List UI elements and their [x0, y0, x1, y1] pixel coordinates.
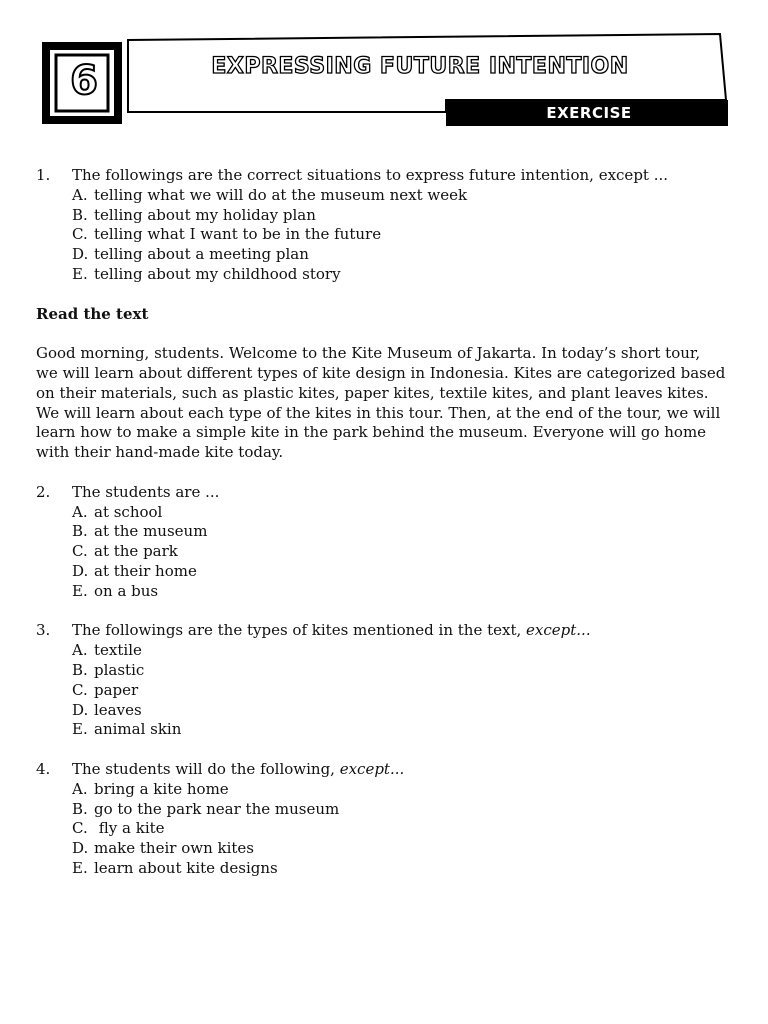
section-label: EXERCISE — [546, 104, 632, 122]
option-c: C. paper — [72, 680, 139, 699]
answer-options — [36, 641, 726, 740]
question-number: 4. — [36, 759, 51, 778]
question-1 — [36, 166, 726, 285]
answer-options — [36, 503, 726, 602]
option-b: B. at the museum — [72, 522, 208, 541]
option-d: D. telling about a meeting plan — [72, 245, 309, 264]
question-3 — [36, 621, 726, 740]
option-d: D. at their home — [72, 561, 197, 580]
answer-options — [36, 186, 726, 285]
question-text: The students will do the following, except... — [72, 759, 405, 778]
question-text: The followings are the correct situations to express future intention, except ... — [72, 166, 669, 184]
option-e: E. learn about kite designs — [72, 858, 278, 877]
option-c: C. fly a kite — [72, 819, 165, 838]
question-2 — [36, 483, 726, 602]
option-c: C. at the park — [72, 542, 178, 561]
option-a: A. at school — [72, 502, 163, 521]
option-e: E. telling about my childhood story — [72, 264, 341, 283]
reading-heading: Read the text — [36, 304, 149, 323]
option-e: E. on a bus — [72, 581, 159, 600]
question-text: The followings are the types of kites mentioned in the text, except... — [72, 621, 591, 640]
exercise-content — [36, 166, 726, 898]
question-4 — [36, 760, 726, 879]
option-b: B. telling about my holiday plan — [72, 205, 316, 224]
question-number: 3. — [36, 621, 51, 640]
option-e: E. animal skin — [72, 720, 182, 739]
answer-options — [36, 780, 726, 879]
question-text: The students are ... — [72, 482, 220, 501]
chapter-number: 6 — [70, 58, 98, 104]
option-b: B. plastic — [72, 660, 145, 679]
option-d: D. make their own kites — [72, 839, 254, 858]
option-a: A. textile — [72, 641, 142, 660]
page-title: EXPRESSING FUTURE INTENTION — [211, 54, 629, 79]
option-d: D. leaves — [72, 700, 142, 719]
question-number: 1. — [36, 166, 51, 184]
question-number: 2. — [36, 482, 51, 501]
option-c: C. telling what I want to be in the future — [72, 225, 382, 244]
option-a: A. telling what we will do at the museum next week — [72, 185, 468, 204]
reading-passage: Good morning, students. Welcome to the Kite Museum of Jakarta. In today’s short tour, we will learn about different types of kite design in Indonesia. Kites are categorized based on their materials, such as plastic kites, paper kites, textile kites, and plant leaves kites. We will learn about each type of the kites in this tour. Then, at the end of the tour, we will learn how to make a simple kite in the park behind the museum. Everyone will go home with their hand-made kite today. — [36, 344, 726, 462]
option-b: B. go to the park near the museum — [72, 799, 340, 818]
option-a: A. bring a kite home — [72, 779, 229, 798]
chapter-header — [0, 0, 768, 140]
